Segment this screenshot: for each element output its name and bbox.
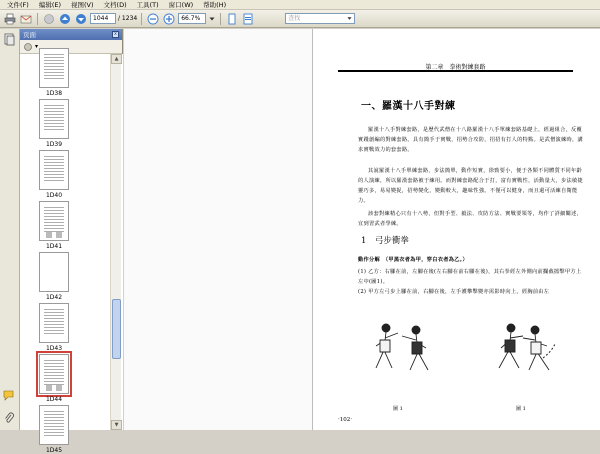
figure-illustration	[483, 318, 563, 383]
paragraph: 該套對練精心只有十八勢，但對手型、毅法、攻防方法、實戰要領等，均作了詳細闡述，宜到習武者學練。	[358, 211, 583, 227]
hand-icon	[43, 13, 55, 25]
page-number-input[interactable]	[90, 13, 116, 24]
page-thumbnail[interactable]	[39, 303, 69, 343]
thumbnail-label: 1D39	[45, 141, 63, 148]
minus-icon	[147, 13, 159, 25]
options-dropdown[interactable]: ▾	[35, 43, 39, 50]
previous-view-button[interactable]	[42, 12, 56, 26]
zoom-out-button[interactable]	[146, 12, 160, 26]
menu-help[interactable]: 帮助(H)	[203, 0, 227, 9]
toolbar-separator	[220, 13, 221, 25]
zoom-in-button[interactable]	[162, 12, 176, 26]
step-text: (2) 甲方左弓步上腳在前，右腳在後，左手護攀擊變亦需影時向上，經胸前由左	[358, 289, 550, 295]
thumbnail-label: 1D43	[45, 345, 63, 352]
scroll-up-arrow[interactable]: ▲	[111, 54, 122, 64]
page-thumbnail[interactable]	[39, 252, 69, 292]
next-page-button[interactable]	[74, 12, 88, 26]
email-button[interactable]	[19, 12, 33, 26]
panel-header	[20, 29, 122, 40]
toolbar	[0, 10, 600, 28]
page-width-icon	[242, 13, 254, 25]
steps-heading: 動作分解 （甲黑衣者為甲，穿白衣者為乙。）	[358, 257, 469, 263]
menu-file[interactable]: 文件(F)	[7, 0, 29, 9]
paragraph: 其說羅漢十八手單練套路，步法簡單，動作短實，徐勁要小，便于各類不同體質不同年齡的人演練，所以羅漢套路被于練用。而對練套路配合于打，富有實戰性，活動量大，步法敏捷靈巧多，易易變捉，招勢變化，變動較大，趣味性強。不僅可以健身，而且還可活練自衛能力。	[358, 168, 583, 204]
page-thumbnail[interactable]	[39, 99, 69, 139]
selected-thumbnail-frame	[36, 351, 72, 397]
prev-page-button[interactable]	[58, 12, 72, 26]
scroll-down-arrow[interactable]: ▼	[111, 420, 122, 430]
navigation-strip	[0, 29, 20, 430]
arrow-up-icon	[59, 13, 71, 25]
zoom-input[interactable]	[178, 13, 206, 24]
page-thumbnail[interactable]	[39, 405, 69, 445]
arrow-down-icon	[75, 13, 87, 25]
thumbnail-list	[20, 54, 123, 454]
search-input[interactable]	[285, 13, 355, 24]
document-viewport	[124, 29, 600, 430]
menu-edit[interactable]: 编辑(E)	[38, 0, 61, 9]
page-thumbnail[interactable]	[39, 48, 69, 88]
document-page	[313, 29, 600, 430]
page-total-label: / 1234	[118, 15, 138, 22]
page-fit-icon	[226, 13, 238, 25]
thumbnail-label: 1D42	[45, 294, 63, 301]
chevron-down-icon	[347, 16, 352, 21]
panel-toolbar	[20, 40, 122, 54]
plus-icon	[163, 13, 175, 25]
page-thumbnail[interactable]	[39, 150, 69, 190]
print-button[interactable]	[3, 12, 17, 26]
paperclip-icon[interactable]	[3, 412, 16, 425]
toolbar-separator	[141, 13, 142, 25]
menu-view[interactable]: 视图(V)	[71, 0, 94, 9]
pages-icon[interactable]	[3, 33, 16, 46]
figure-caption: 圖 1	[393, 406, 403, 412]
toolbar-separator	[37, 13, 38, 25]
scrollbar-thumb[interactable]	[112, 299, 121, 359]
chevron-down-icon	[209, 16, 215, 22]
thumbnail-label: 1D41	[45, 243, 63, 250]
close-panel-button[interactable]: x	[112, 31, 119, 38]
thumbnail-label: 1D44	[45, 396, 63, 403]
thumbnail-label: 1D40	[45, 192, 63, 199]
figure-illustration	[368, 318, 438, 383]
fit-page-button[interactable]	[225, 12, 239, 26]
pages-panel	[20, 29, 123, 454]
paragraph: 羅漢十八手對練套路，是歷代武僧在十八路羅漢十八手單練套路基礎上，經過組合，反覆實踐創編的對練套路。具有簡手于實戰，招勢合攻防，招招有打人的特點。是武僧演練時，講求實戰效力的套套路。	[358, 127, 583, 153]
envelope-icon	[20, 13, 32, 25]
previous-page	[124, 29, 312, 430]
page-number: ·102·	[338, 417, 352, 423]
menu-document[interactable]: 文档(D)	[103, 0, 127, 9]
section-title: 一、羅漢十八手對練	[361, 101, 456, 112]
print-icon	[4, 13, 16, 25]
sub-section-title: 1 弓步衝拳	[361, 236, 409, 246]
menu-bar	[0, 0, 600, 10]
fit-width-button[interactable]	[241, 12, 255, 26]
thumbnail-label: 1D45	[45, 447, 63, 454]
page-thumbnail[interactable]	[39, 201, 69, 241]
figure-caption: 圖 1	[516, 406, 526, 412]
zoom-dropdown[interactable]	[208, 12, 216, 26]
thumbnail-label: 1D38	[45, 90, 63, 97]
menu-tools[interactable]: 工具(T)	[136, 0, 159, 9]
panel-title: 页面	[23, 31, 36, 39]
thumbnail-scrollbar[interactable]	[110, 54, 121, 430]
comments-icon[interactable]	[3, 389, 16, 402]
search-placeholder: 查找	[288, 15, 301, 22]
options-icon[interactable]	[23, 42, 33, 52]
step-text: (1) 乙方：右腳在前，左腳在後(左右腳在前右腳在後)，其右拳經左外側向前攔截擋擊甲方上左中(圖1)。	[358, 269, 582, 285]
header-rule	[338, 70, 573, 72]
running-head: 第二章 拳術對練套路	[425, 64, 486, 71]
menu-window[interactable]: 窗口(W)	[168, 0, 194, 9]
